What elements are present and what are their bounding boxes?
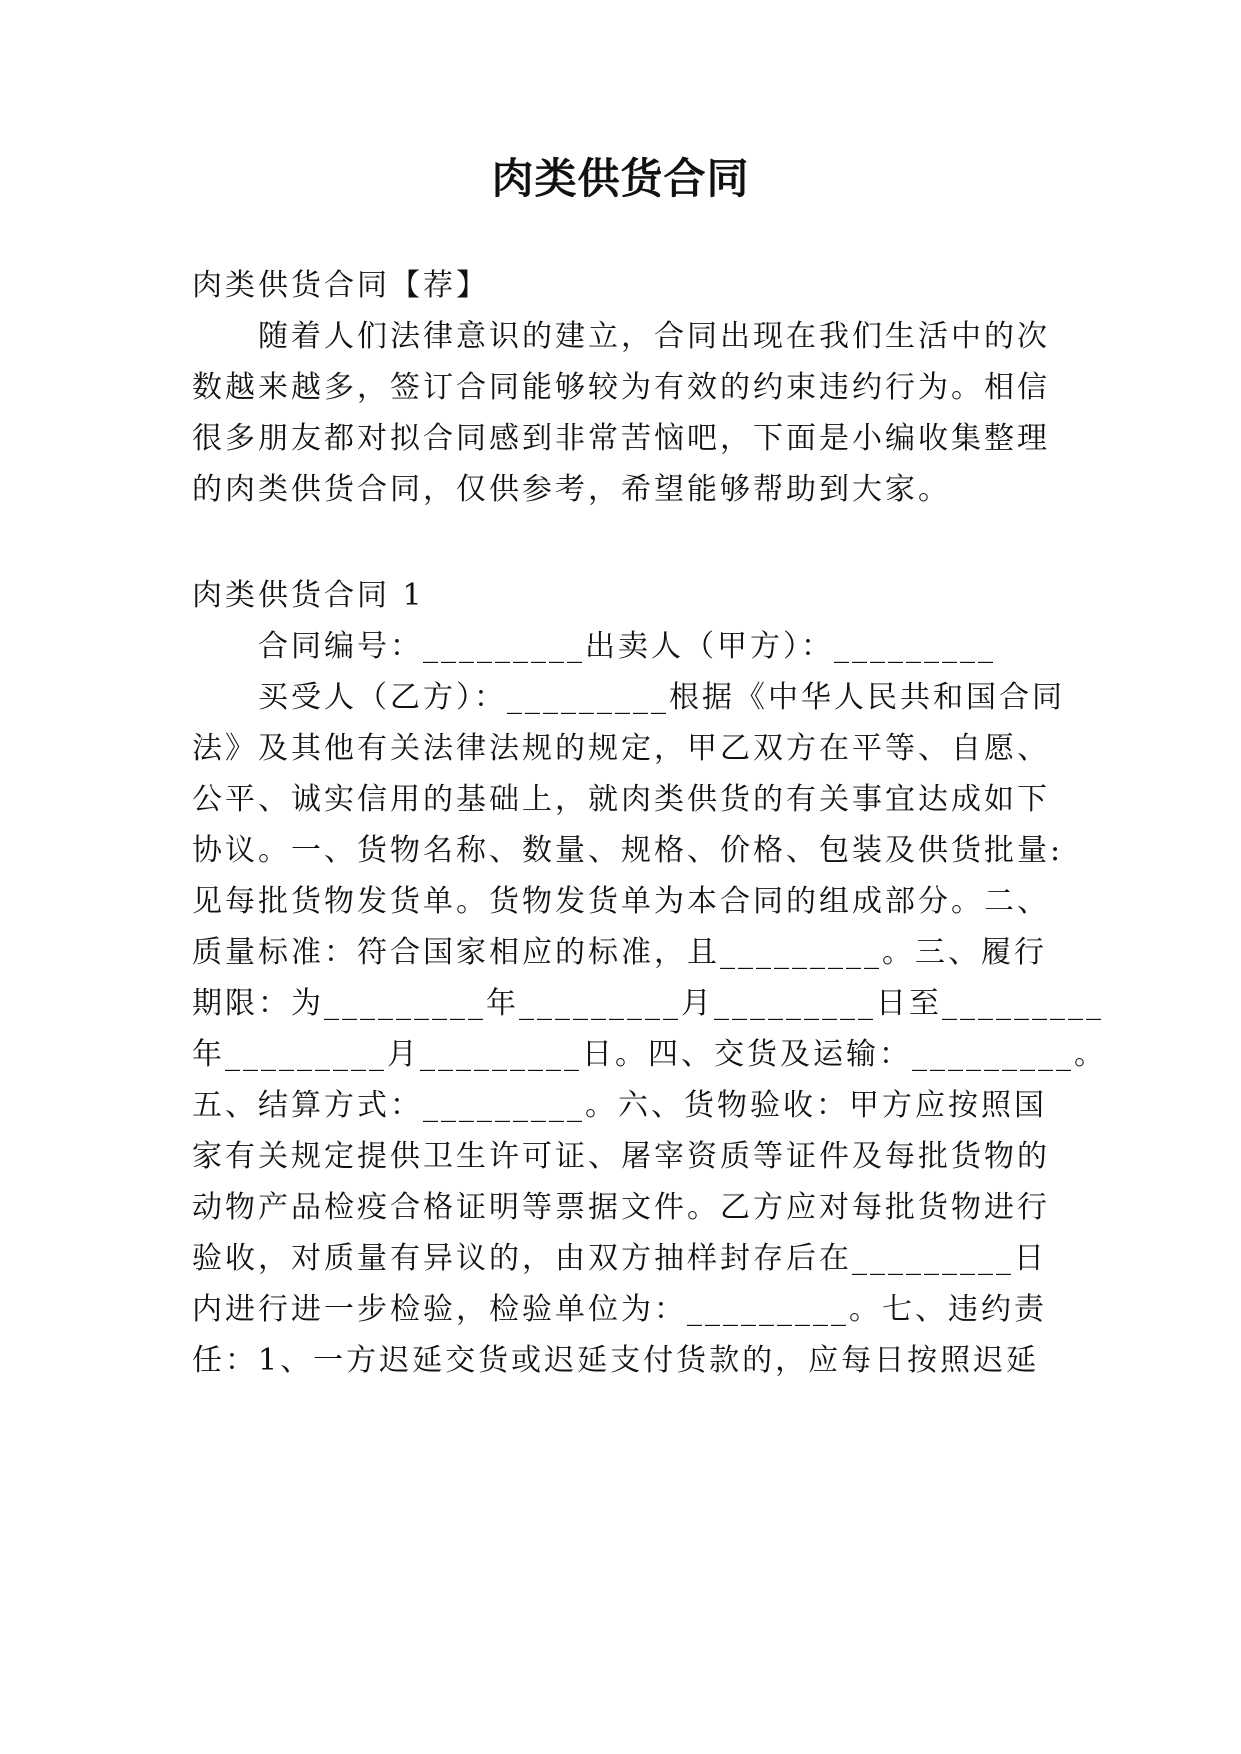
contract-line: 年_________月_________日。四、交货及运输：_________。: [192, 1037, 1107, 1072]
intro-line: 数越来越多，签订合同能够较为有效的约束违约行为。相信: [192, 370, 1050, 405]
intro-line: 的肉类供货合同，仅供参考，希望能够帮助到大家。: [192, 472, 951, 507]
intro-line: 很多朋友都对拟合同感到非常苦恼吧，下面是小编收集整理: [192, 421, 1050, 456]
document-title: 肉类供货合同: [491, 154, 750, 203]
contract-line: 见每批货物发货单。货物发货单为本合同的组成部分。二、: [192, 884, 1050, 919]
contract-line: 家有关规定提供卫生许可证、屠宰资质等证件及每批货物的: [192, 1139, 1050, 1174]
contract-line: 动物产品检疫合格证明等票据文件。乙方应对每批货物进行: [192, 1190, 1050, 1225]
contract-line: 协议。一、货物名称、数量、规格、价格、包装及供货批量:: [192, 833, 1064, 868]
contract-line: 任：1、一方迟延交货或迟延支付货款的，应每日按照迟延: [192, 1343, 1040, 1378]
contract-line: 质量标准：符合国家相应的标准，且_________。三、履行: [192, 935, 1047, 970]
contract-line: 公平、诚实信用的基础上，就肉类供货的有关事宜达成如下: [192, 782, 1050, 817]
contract-line: 验收，对质量有异议的，由双方抽样封存后在_________日: [192, 1241, 1047, 1276]
contract-line: 合同编号：_________出卖人（甲方）：_________: [258, 629, 996, 664]
contract-line: 法》及其他有关法律法规的规定，甲乙双方在平等、自愿、: [192, 731, 1050, 766]
intro-line: 随着人们法律意识的建立，合同出现在我们生活中的次: [258, 319, 1050, 354]
contract-line: 五、结算方式：_________。六、货物验收：甲方应按照国: [192, 1088, 1047, 1123]
section-heading: 肉类供货合同 1: [192, 578, 425, 613]
contract-line: 期限：为_________年_________月_________日至_________: [192, 986, 1104, 1021]
document-subtitle: 肉类供货合同【荐】: [192, 268, 489, 303]
contract-line: 买受人（乙方）：_________根据《中华人民共和国合同: [258, 680, 1065, 715]
contract-line: 内进行进一步检验，检验单位为：_________。七、违约责: [192, 1292, 1047, 1327]
